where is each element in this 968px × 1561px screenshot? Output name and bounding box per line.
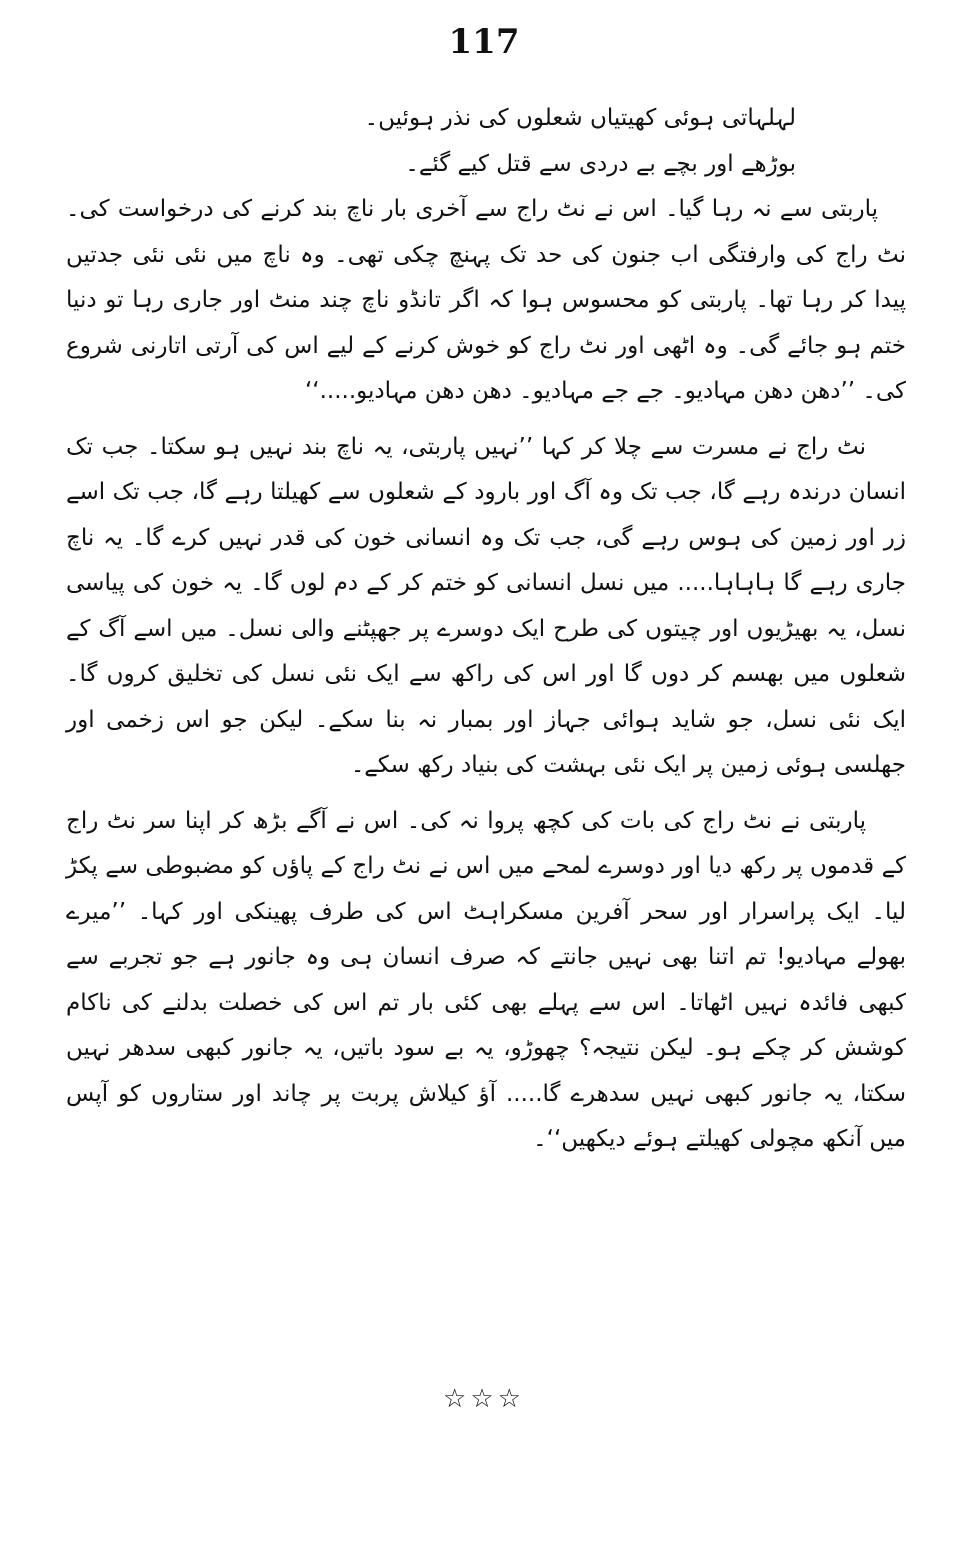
page-number: 117 [448, 22, 520, 62]
paragraph-2: بوڑھے اور بچے بے دردی سے قتل کیے گئے۔ [405, 150, 796, 177]
paragraph-4: نٹ راج نے مسرت سے چلا کر کہا ’’نہیں پاربتی، یہ ناچ بند نہیں ہو سکتا۔ جب تک انسان درندہ رہے گا، جب تک وہ آگ اور بارود کے شعلوں سے کھیلتا رہے گا، جب تک اسے زر اور زمین کی ہوس رہے گی، جب تک وہ انسانی خون کی قدر نہیں کرے گا۔ یہ ناچ جاری رہے گا ہاہاہا..... میں نسل انسانی کو ختم کر کے دم لوں گا۔ یہ خون کی پیاسی نسل، یہ بھیڑیوں اور چیتوں کی طرح ایک دوسرے پر جھپٹنے والی نسل۔ میں اسے آگ کے شعلوں میں بھسم کر دوں گا اور اس کی راکھ سے ایک نئی نسل کی تخلیق کروں گا۔ ایک نئی نسل، جو شاید ہوائی جہاز اور بمبار نہ بنا سکے۔ لیکن جو اس زخمی اور جھلسی ہوئی زمین پر ایک نئی بہشت کی بنیاد رکھ سکے۔ [66, 433, 906, 778]
paragraph-3: پاربتی سے نہ رہا گیا۔ اس نے نٹ راج سے آخری بار ناچ بند کرنے کی درخواست کی۔ نٹ راج کی وارفتگی اب جنون کی حد تک پہنچ چکی تھی۔ وہ ناچ میں نئی نئی جدتیں پیدا کر رہا تھا۔ پاربتی کو محسوس ہوا کہ اگر تانڈو ناچ چند منٹ اور جاری رہا تو دنیا ختم ہو جائے گی۔ وہ اٹھی اور نٹ راج کو خوش کرنے کے لیے اس کی آرتی اتارنی شروع کی۔ ’’دھن دھن مہادیو۔ جے جے مہادیو۔ دھن دھن مہادیو.....‘‘ [66, 196, 906, 404]
paragraph-5: پاربتی نے نٹ راج کی بات کی کچھ پروا نہ کی۔ اس نے آگے بڑھ کر اپنا سر نٹ راج کے قدموں پر رکھ دیا اور دوسرے لمحے میں اس نے نٹ راج کے پاؤں کو مضبوطی سے پکڑ لیا۔ ایک پراسرار اور سحر آفرین مسکراہٹ اس کی طرف پھینکی اور کہا۔ ’’میرے بھولے مہادیو! تم اتنا بھی نہیں جانتے کہ صرف انسان ہی وہ جانور ہے جو تجربے سے کبھی فائدہ نہیں اٹھاتا۔ اس سے پہلے بھی کئی بار تم اس کی خصلت بدلنے کی ناکام کوشش کر چکے ہو۔ لیکن نتیجہ؟ چھوڑو، یہ بے سود باتیں، یہ جانور کبھی سدھر نہیں سکتا، یہ جانور کبھی نہیں سدھرے گا..... آؤ کیلاش پربت پر چاند اور ستاروں کو آپس میں آنکھ مچولی کھیلتے ہوئے دیکھیں‘‘۔ [66, 807, 906, 1152]
body-text [66, 96, 906, 1163]
paragraph-1: لہلہاتی ہوئی کھیتیاں شعلوں کی نذر ہوئیں۔ [364, 105, 796, 131]
section-separator-stars: ☆☆☆ [443, 1384, 525, 1414]
